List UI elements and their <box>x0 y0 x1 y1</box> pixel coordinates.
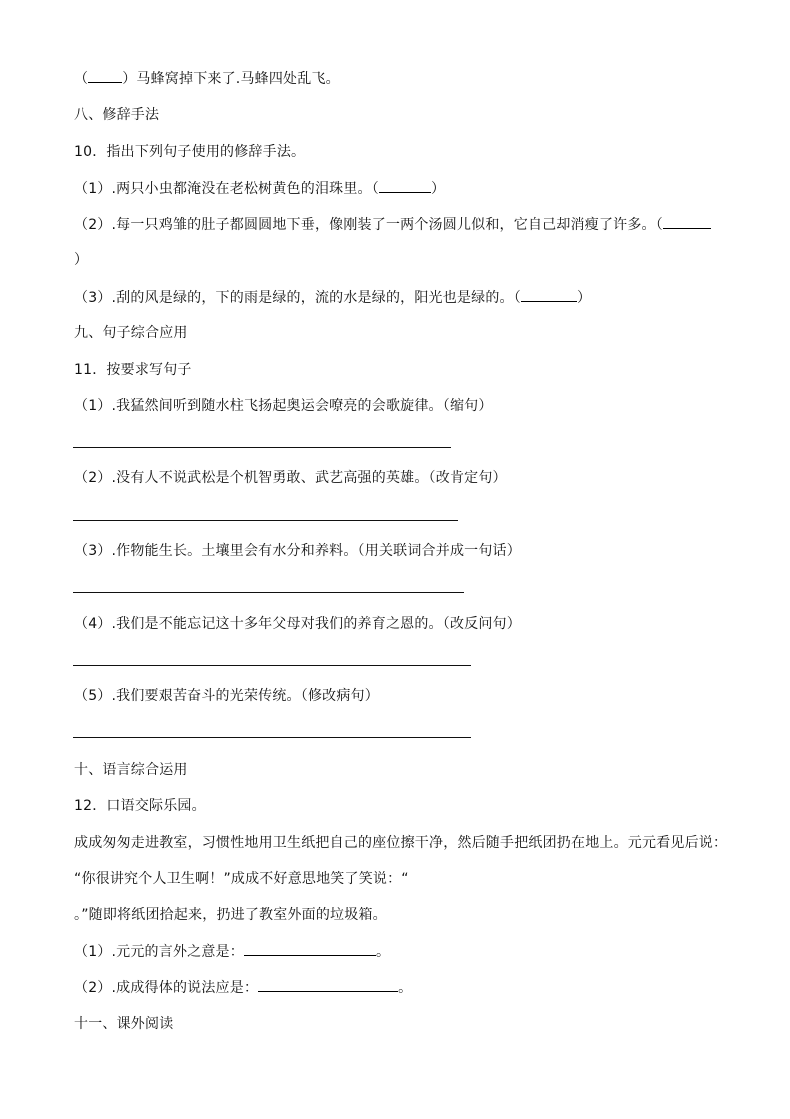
question-10-stem: 10．指出下列句子使用的修辞手法。 <box>74 144 306 160</box>
answer-blank[interactable] <box>379 179 431 193</box>
q11-item-3: （3）.作物能生长。土壤里会有水分和养料。（用关联词合并成一句话） <box>74 543 521 559</box>
answer-blank[interactable] <box>88 69 122 83</box>
q11-item-4: （4）.我们是不能忘记这十多年父母对我们的养育之恩的。（改反问句） <box>74 616 521 632</box>
q12-paragraph-2: “你很讲究个人卫生啊！”成成不好意思地笑了笑说：“ <box>74 871 409 887</box>
q11-item-1: （1）.我猛然间听到随水柱飞扬起奥运会嘹亮的会歌旋律。（缩句） <box>74 398 493 414</box>
section-10-title: 十、语言综合运用 <box>74 762 188 778</box>
q9-tail-line: （ ）马蜂窝掉下来了.马蜂四处乱飞。 <box>74 71 340 87</box>
section-11-title: 十一、课外阅读 <box>74 1016 174 1032</box>
q10-item-2: （2）.每一只鸡雏的肚子都圆圆地下垂，像刚装了一两个汤圆儿似和，它自己却消瘦了许多。（ <box>74 215 711 234</box>
q12-paragraph-3: 。”随即将纸团拾起来，扔进了教室外面的垃圾箱。 <box>74 907 387 923</box>
q11-item-5: （5）.我们要艰苦奋斗的光荣传统。（修改病句） <box>74 688 379 704</box>
q12-item-1: （1）.元元的言外之意是： 。 <box>74 944 391 960</box>
answer-line[interactable] <box>73 520 458 521</box>
question-12-stem: 12．口语交际乐园。 <box>74 798 206 814</box>
q12-item-2: （2）.成成得体的说法应是： 。 <box>74 980 413 996</box>
q10-item-3: （3）.刮的风是绿的，下的雨是绿的，流的水是绿的，阳光也是绿的。（ ） <box>74 290 592 306</box>
answer-blank[interactable] <box>521 288 577 302</box>
section-9-title: 九、句子综合应用 <box>74 325 188 341</box>
q12-paragraph-1: 成成匆匆走进教室，习惯性地用卫生纸把自己的座位擦干净，然后随手把纸团扔在地上。元元看见后说： <box>74 835 728 851</box>
q10-item-1: （1）.两只小虫都淹没在老松树黄色的泪珠里。（ ） <box>74 181 446 197</box>
answer-blank[interactable] <box>244 942 376 956</box>
answer-blank[interactable] <box>258 978 398 992</box>
answer-line[interactable] <box>73 447 451 448</box>
q10-item-2-close: ） <box>74 252 89 268</box>
q11-item-2: （2）.没有人不说武松是个机智勇敢、武艺高强的英雄。（改肯定句） <box>74 470 507 486</box>
answer-blank[interactable] <box>663 215 711 229</box>
answer-line[interactable] <box>73 592 464 593</box>
answer-line[interactable] <box>73 665 471 666</box>
question-11-stem: 11．按要求写句子 <box>74 362 192 378</box>
answer-line[interactable] <box>73 737 471 738</box>
section-8-title: 八、修辞手法 <box>74 107 160 123</box>
